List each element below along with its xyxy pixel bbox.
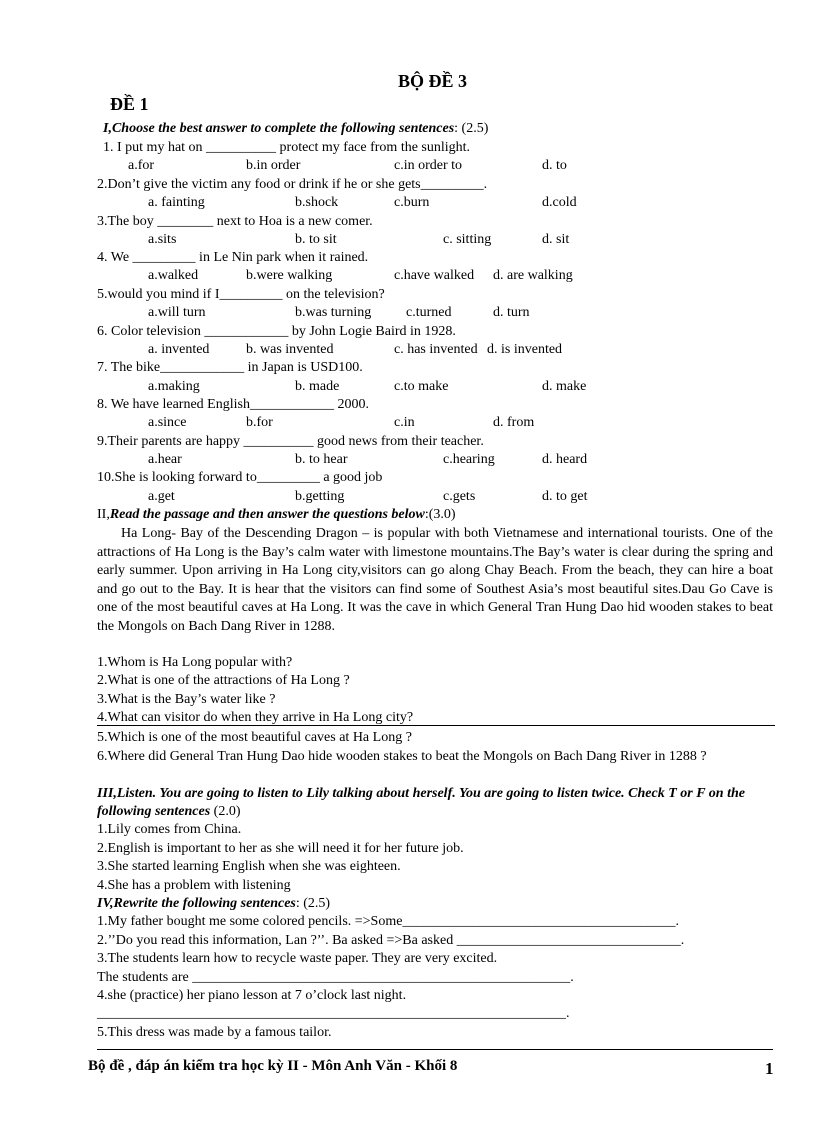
footer-text: Bộ đề , đáp án kiểm tra học kỳ II - Môn Anh Văn - Khối 8 (88, 1058, 458, 1074)
section-1-heading: I,Choose the best answer to complete the following sentences: (2.5) (103, 121, 489, 136)
question-6: 6. Color television ____________ by John Logie Baird in 1928. (97, 324, 456, 339)
q8-option-c: c.in (394, 415, 415, 430)
listening-item-4: 4.She has a problem with listening (97, 878, 291, 893)
exam-label: ĐỀ 1 (110, 94, 149, 114)
q3-option-b: b. to sit (295, 232, 337, 247)
reading-passage: Ha Long- Bay of the Descending Dragon – is popular with both Vietnamese and international tourists. One of the attractions of Ha Long is the Bay’s calm water with limestone mountains.The Bay’s water is clear during the spring and early summer. Upon arriving in Ha Long city,visitors can go along Chay Beach. From the beach, they can hire a boat and go out to the Bay. It is hear that the visitors can find some of Southest Asia’s most beautiful sites.Dau Go Cave is one of the most beautiful caves at Ha Long. It was the cave in which General Tran Hung Dao hid wooden stakes to beat the Mongols on Bach Dang River in 1288. (97, 526, 773, 634)
document-title: BỘ ĐỀ 3 (398, 71, 468, 91)
q5-option-d: d. turn (493, 305, 530, 320)
reading-question-2: 2.What is one of the attractions of Ha Long ? (97, 673, 350, 688)
q7-option-b: b. made (295, 379, 340, 394)
listening-item-3: 3.She started learning English when she was eighteen. (97, 859, 401, 874)
rewrite-item-1: 1.My father bought me some colored pencils. =>Some_______________________________________. (97, 914, 679, 929)
q4-option-a: a.walked (148, 268, 199, 283)
q2-option-c: c.burn (394, 195, 430, 210)
rewrite-item-4-answer: ___________________________________________________________________. (97, 1006, 570, 1021)
reading-question-1: 1.Whom is Ha Long popular with? (97, 655, 293, 670)
question-8: 8. We have learned English____________ 2000. (97, 397, 369, 412)
q5-option-a: a.will turn (148, 305, 206, 320)
q6-option-c: c. has invented (394, 342, 478, 357)
question-7: 7. The bike____________ in Japan is USD100. (97, 360, 363, 375)
reading-question-4: 4.What can visitor do when they arrive in Ha Long city? (97, 710, 414, 725)
section-4-heading: IV,Rewrite the following sentences: (2.5) (97, 896, 331, 911)
question-4: 4. We _________ in Le Nin park when it rained. (97, 250, 369, 265)
rewrite-item-2: 2.’’Do you read this information, Lan ?’’. Ba asked =>Ba asked ________________________________. (97, 933, 685, 948)
q8-option-b: b.for (246, 415, 273, 430)
section-3-heading: III,Listen. You are going to listen to Lily talking about herself. You are going to listen twice. Check T or F on the following sentences (2.0) (97, 786, 745, 819)
q5-option-c: c.turned (406, 305, 452, 320)
q10-option-d: d. to get (542, 489, 588, 504)
q9-option-d: d. heard (542, 452, 588, 467)
listening-item-1: 1.Lily comes from China. (97, 822, 242, 837)
q2-option-a: a. fainting (148, 195, 205, 210)
q1-option-b: b.in order (246, 158, 301, 173)
question-10: 10.She is looking forward to_________ a good job (97, 470, 383, 485)
q2-option-b: b.shock (295, 195, 339, 210)
q7-option-c: c.to make (394, 379, 449, 394)
q9-option-c: c.hearing (443, 452, 495, 467)
q4-option-c: c.have walked (394, 268, 475, 283)
listening-item-2: 2.English is important to her as she will need it for her future job. (97, 841, 464, 856)
q3-option-a: a.sits (148, 232, 177, 247)
q3-option-d: d. sit (542, 232, 570, 247)
question-2: 2.Don’t give the victim any food or drink if he or she gets_________. (97, 177, 488, 192)
q9-option-a: a.hear (148, 452, 182, 467)
q6-option-a: a. invented (148, 342, 210, 357)
q6-option-d: d. is invented (487, 342, 563, 357)
q2-option-d: d.cold (542, 195, 577, 210)
q1-option-a: a.for (128, 158, 155, 173)
q9-option-b: b. to hear (295, 452, 348, 467)
section-2-heading: II,Read the passage and then answer the questions below:(3.0) (97, 507, 456, 522)
q8-option-d: d. from (493, 415, 535, 430)
question-1: 1. I put my hat on __________ protect my face from the sunlight. (103, 140, 471, 155)
reading-question-6: 6.Where did General Tran Hung Dao hide wooden stakes to beat the Mongols on Bach Dang River in 1288 ? (97, 749, 707, 764)
page-number: 1 (765, 1059, 774, 1078)
reading-question-3: 3.What is the Bay’s water like ? (97, 692, 276, 707)
reading-question-5: 5.Which is one of the most beautiful caves at Ha Long ? (97, 730, 412, 745)
q5-option-b: b.was turning (295, 305, 372, 320)
rewrite-item-4: 4.she (practice) her piano lesson at 7 o’clock last night. (97, 988, 407, 1003)
q6-option-b: b. was invented (246, 342, 334, 357)
answer-divider-line (97, 725, 775, 726)
question-9: 9.Their parents are happy __________ good news from their teacher. (97, 434, 484, 449)
q1-option-d: d. to (542, 158, 567, 173)
q10-option-c: c.gets (443, 489, 476, 504)
q3-option-c: c. sitting (443, 232, 492, 247)
q7-option-a: a.making (148, 379, 200, 394)
q4-option-b: b.were walking (246, 268, 333, 283)
rewrite-item-3-answer: The students are ______________________________________________________. (97, 970, 574, 985)
q8-option-a: a.since (148, 415, 187, 430)
q10-option-a: a.get (148, 489, 175, 504)
q7-option-d: d. make (542, 379, 587, 394)
question-5: 5.would you mind if I_________ on the television? (97, 287, 385, 302)
question-3: 3.The boy ________ next to Hoa is a new comer. (97, 214, 373, 229)
footer-divider (97, 1049, 773, 1050)
rewrite-item-3: 3.The students learn how to recycle waste paper. They are very excited. (97, 951, 498, 966)
q10-option-b: b.getting (295, 489, 345, 504)
rewrite-item-5: 5.This dress was made by a famous tailor. (97, 1025, 332, 1040)
q4-option-d: d. are walking (493, 268, 573, 283)
q1-option-c: c.in order to (394, 158, 463, 173)
